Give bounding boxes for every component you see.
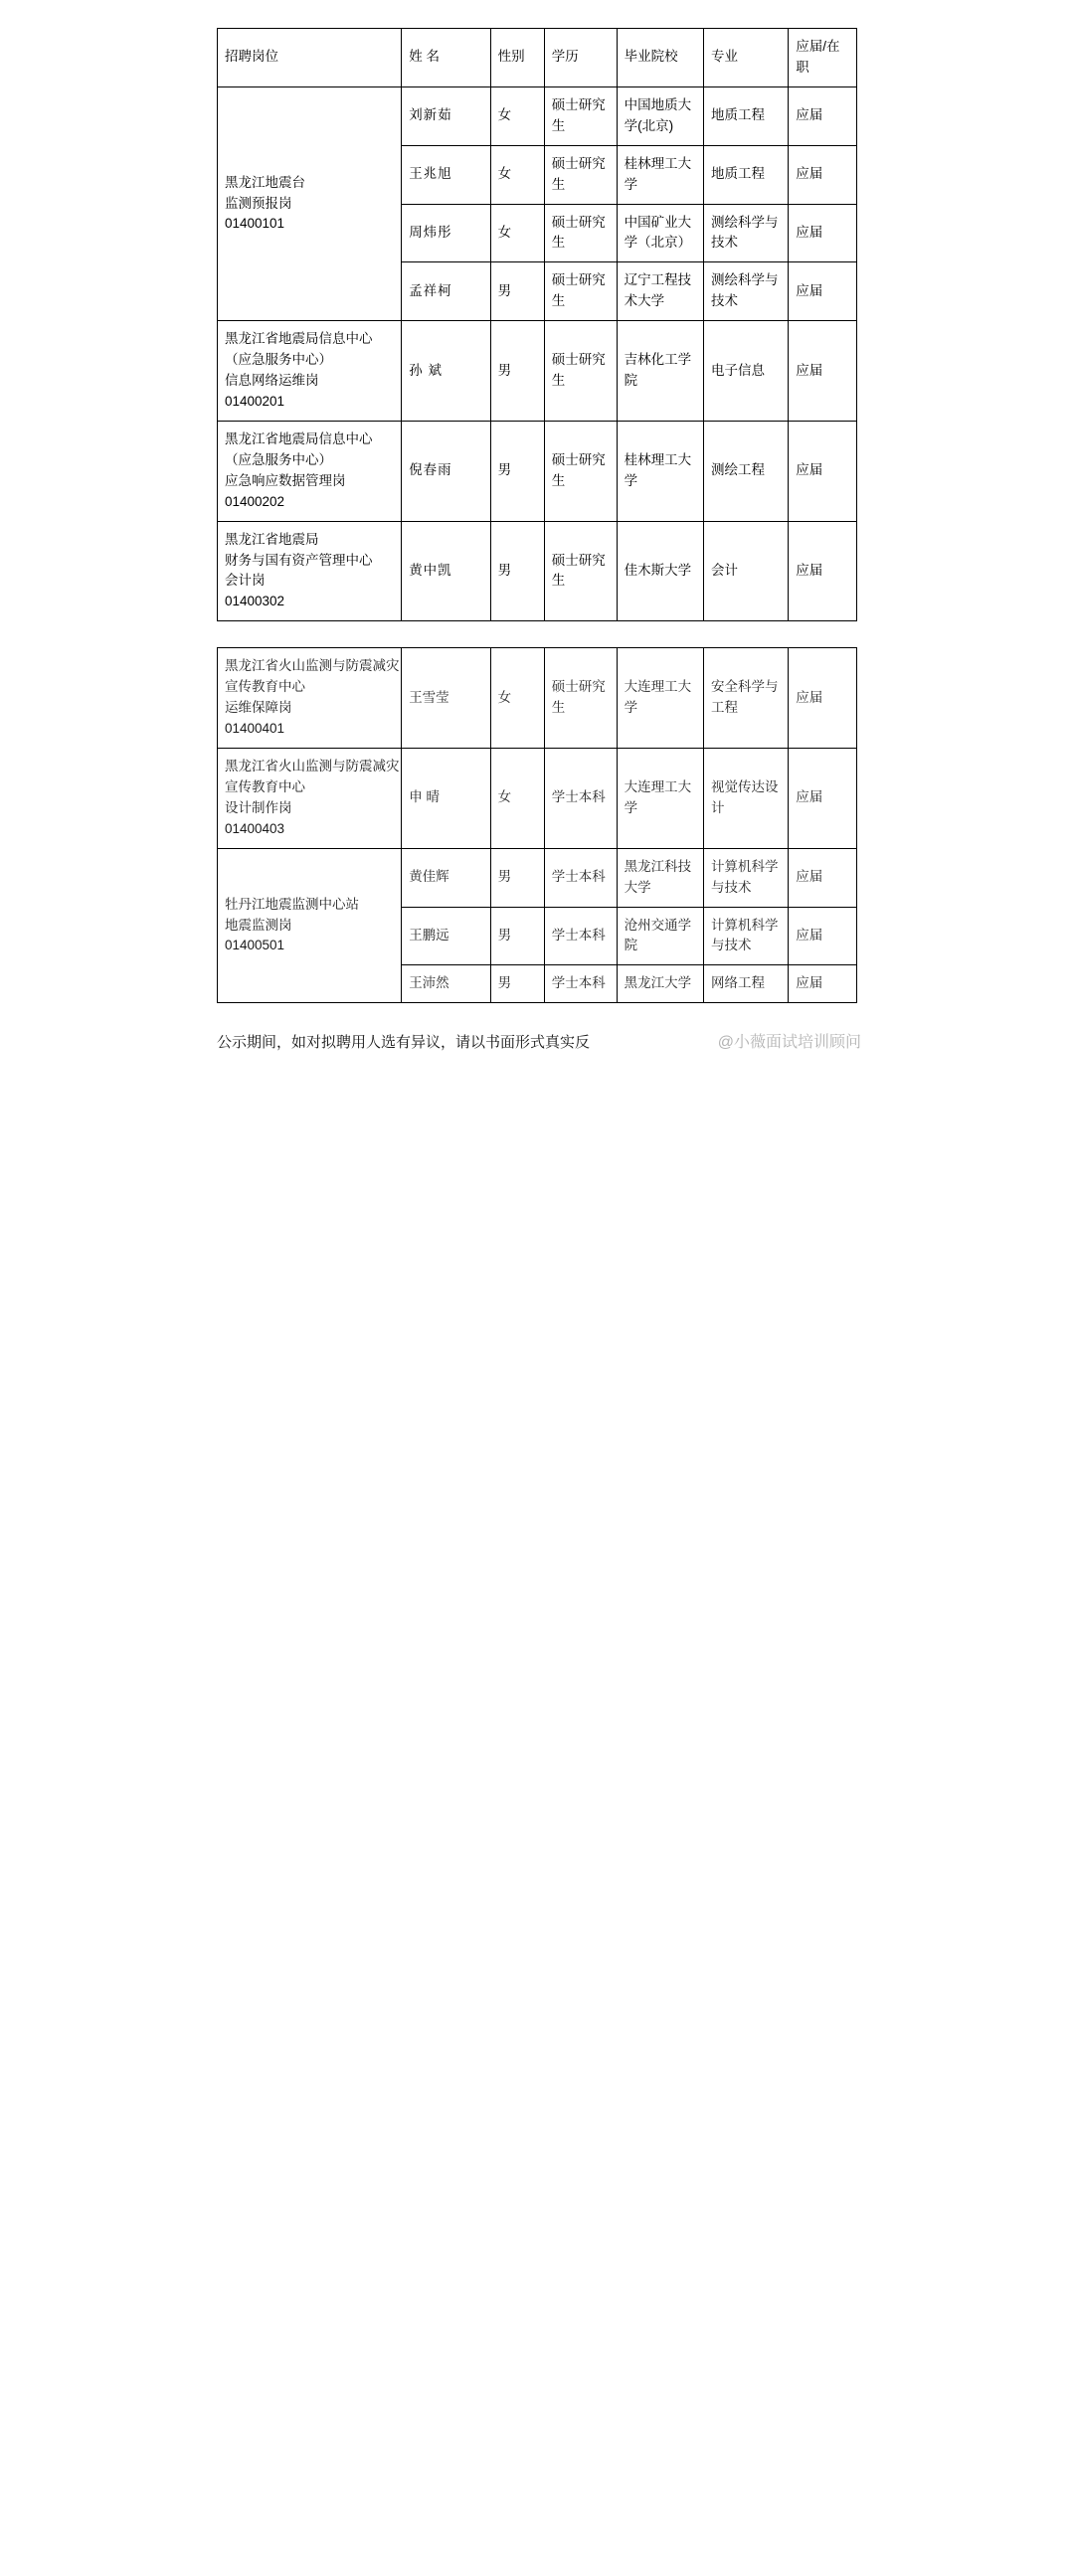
applicant-status: 应届 xyxy=(789,965,857,1003)
applicant-major: 会计 xyxy=(703,521,788,621)
applicant-education: 学士本科 xyxy=(544,748,617,848)
post-line: 宣传教育中心 xyxy=(225,778,305,794)
applicant-status: 应届 xyxy=(789,321,857,422)
table-row xyxy=(218,748,857,848)
document-page xyxy=(0,0,1074,1056)
applicant-major: 视觉传达设计 xyxy=(703,748,788,848)
applicant-school: 黑龙江科技大学 xyxy=(617,848,703,907)
post-code: 01400501 xyxy=(225,938,285,953)
applicant-major: 安全科学与工程 xyxy=(703,648,788,749)
column-header-post: 招聘岗位 xyxy=(218,29,402,87)
column-header-school: 毕业院校 xyxy=(617,29,703,87)
applicant-school: 桂林理工大学 xyxy=(617,145,703,204)
table-row xyxy=(218,421,857,521)
applicant-name: 刘新茹 xyxy=(402,86,490,145)
post-code: 01400201 xyxy=(225,393,285,409)
post-line: 黑龙江省火山监测与防震减灾 xyxy=(225,758,400,773)
post-line: 黑龙江地震台 xyxy=(225,174,305,190)
applicant-sex: 男 xyxy=(490,965,544,1003)
post-code: 01400403 xyxy=(225,820,285,836)
post-cell xyxy=(218,86,402,320)
applicant-name: 王鹏远 xyxy=(402,907,490,965)
applicant-sex: 女 xyxy=(490,648,544,749)
applicant-education: 硕士研究生 xyxy=(544,321,617,422)
applicant-education: 硕士研究生 xyxy=(544,262,617,321)
recruitment-table-2 xyxy=(217,647,857,1003)
applicant-name: 王兆旭 xyxy=(402,145,490,204)
applicant-status: 应届 xyxy=(789,648,857,749)
applicant-sex: 男 xyxy=(490,521,544,621)
applicant-name: 王雪莹 xyxy=(402,648,490,749)
applicant-status: 应届 xyxy=(789,86,857,145)
applicant-name: 倪春雨 xyxy=(402,421,490,521)
applicant-school: 大连理工大学 xyxy=(617,748,703,848)
applicant-status: 应届 xyxy=(789,421,857,521)
post-code: 01400202 xyxy=(225,493,285,509)
applicant-school: 大连理工大学 xyxy=(617,648,703,749)
applicant-school: 沧州交通学院 xyxy=(617,907,703,965)
applicant-school: 桂林理工大学 xyxy=(617,421,703,521)
applicant-education: 硕士研究生 xyxy=(544,145,617,204)
watermark-text: @小薇面试培训顾问 xyxy=(717,1034,861,1052)
table-row xyxy=(218,848,857,907)
applicant-name: 申 晴 xyxy=(402,748,490,848)
applicant-status: 应届 xyxy=(789,521,857,621)
table-row xyxy=(218,321,857,422)
applicant-status: 应届 xyxy=(789,145,857,204)
applicant-sex: 男 xyxy=(490,907,544,965)
post-code: 01400302 xyxy=(225,594,285,609)
column-header-major: 专业 xyxy=(703,29,788,87)
applicant-school: 佳木斯大学 xyxy=(617,521,703,621)
post-line: 宣传教育中心 xyxy=(225,679,305,695)
applicant-major: 电子信息 xyxy=(703,321,788,422)
applicant-major: 测绘科学与技术 xyxy=(703,262,788,321)
applicant-education: 硕士研究生 xyxy=(544,421,617,521)
applicant-school: 黑龙江大学 xyxy=(617,965,703,1003)
applicant-sex: 男 xyxy=(490,262,544,321)
column-header-sex: 性别 xyxy=(490,29,544,87)
applicant-major: 计算机科学与技术 xyxy=(703,848,788,907)
applicant-major: 计算机科学与技术 xyxy=(703,907,788,965)
applicant-name: 周炜彤 xyxy=(402,204,490,262)
applicant-name: 孟祥柯 xyxy=(402,262,490,321)
post-cell xyxy=(218,521,402,621)
applicant-status: 应届 xyxy=(789,848,857,907)
applicant-status: 应届 xyxy=(789,748,857,848)
post-line: 运维保障岗 xyxy=(225,700,292,716)
post-line: 黑龙江省地震局信息中心 xyxy=(225,331,373,347)
applicant-status: 应届 xyxy=(789,907,857,965)
table-row xyxy=(218,86,857,145)
post-line: 地震监测岗 xyxy=(225,917,292,933)
post-line: 黑龙江省地震局信息中心 xyxy=(225,430,373,446)
post-line: 黑龙江省地震局 xyxy=(225,531,319,547)
applicant-school: 中国矿业大学（北京） xyxy=(617,204,703,262)
applicant-name: 孙 斌 xyxy=(402,321,490,422)
applicant-name: 黄佳辉 xyxy=(402,848,490,907)
table-header-row xyxy=(218,29,857,87)
applicant-status: 应届 xyxy=(789,204,857,262)
post-code: 01400401 xyxy=(225,721,285,737)
applicant-school: 吉林化工学院 xyxy=(617,321,703,422)
table-row xyxy=(218,521,857,621)
column-header-education: 学历 xyxy=(544,29,617,87)
applicant-education: 硕士研究生 xyxy=(544,204,617,262)
post-line: 监测预报岗 xyxy=(225,195,292,211)
applicant-sex: 男 xyxy=(490,848,544,907)
post-line: 应急响应数据管理岗 xyxy=(225,472,346,488)
post-cell xyxy=(218,421,402,521)
table-2-body xyxy=(218,648,857,1003)
post-line: 信息网络运维岗 xyxy=(225,373,319,389)
column-header-name: 姓 名 xyxy=(402,29,490,87)
applicant-education: 硕士研究生 xyxy=(544,648,617,749)
applicant-major: 地质工程 xyxy=(703,145,788,204)
applicant-name: 王沛然 xyxy=(402,965,490,1003)
applicant-sex: 女 xyxy=(490,748,544,848)
post-line: 黑龙江省火山监测与防震减灾 xyxy=(225,658,400,674)
applicant-sex: 女 xyxy=(490,86,544,145)
applicant-school: 中国地质大学(北京) xyxy=(617,86,703,145)
post-cell xyxy=(218,648,402,749)
applicant-sex: 女 xyxy=(490,204,544,262)
post-line: 会计岗 xyxy=(225,573,266,589)
post-line: 设计制作岗 xyxy=(225,799,292,815)
recruitment-table-1 xyxy=(217,28,857,621)
applicant-education: 硕士研究生 xyxy=(544,521,617,621)
footnote-text: 公示期间，如对拟聘用人选有异议，请以书面形式真实反 xyxy=(217,1034,591,1052)
post-cell xyxy=(218,321,402,422)
post-code: 01400101 xyxy=(225,216,285,232)
applicant-status: 应届 xyxy=(789,262,857,321)
column-header-status: 应届/在职 xyxy=(789,29,857,87)
applicant-major: 测绘工程 xyxy=(703,421,788,521)
post-cell xyxy=(218,748,402,848)
post-line: （应急服务中心） xyxy=(225,352,332,368)
applicant-major: 网络工程 xyxy=(703,965,788,1003)
table-separator xyxy=(18,621,1056,647)
applicant-sex: 男 xyxy=(490,421,544,521)
footnote xyxy=(217,1029,861,1056)
applicant-education: 学士本科 xyxy=(544,965,617,1003)
table-row xyxy=(218,648,857,749)
post-line: （应急服务中心） xyxy=(225,451,332,467)
post-line: 财务与国有资产管理中心 xyxy=(225,552,373,568)
applicant-major: 测绘科学与技术 xyxy=(703,204,788,262)
applicant-education: 学士本科 xyxy=(544,848,617,907)
applicant-education: 学士本科 xyxy=(544,907,617,965)
table-1-body xyxy=(218,29,857,621)
applicant-sex: 男 xyxy=(490,321,544,422)
post-cell xyxy=(218,848,402,1003)
applicant-sex: 女 xyxy=(490,145,544,204)
applicant-major: 地质工程 xyxy=(703,86,788,145)
post-line: 牡丹江地震监测中心站 xyxy=(225,896,359,912)
applicant-name: 黄中凯 xyxy=(402,521,490,621)
applicant-school: 辽宁工程技术大学 xyxy=(617,262,703,321)
applicant-education: 硕士研究生 xyxy=(544,86,617,145)
